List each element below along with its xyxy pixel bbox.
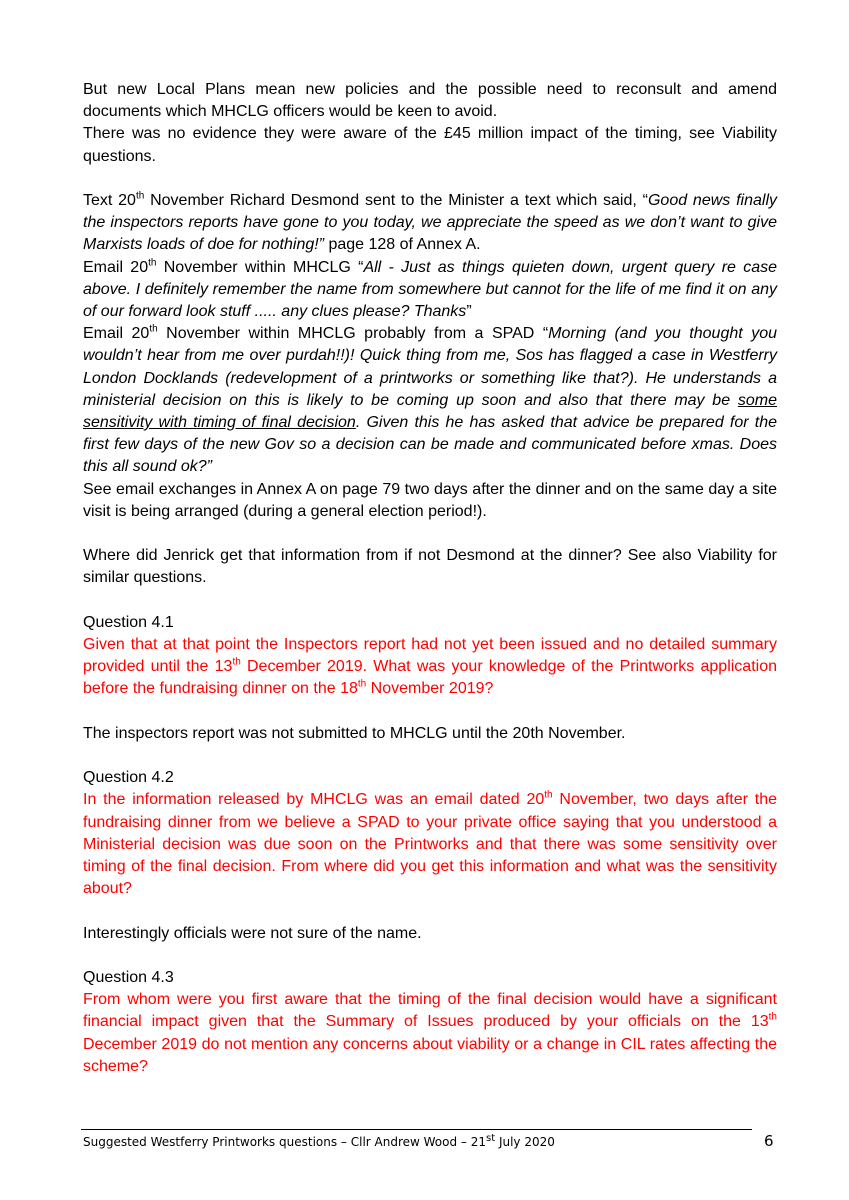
footer-caption: Suggested Westferry Printworks questions – Cllr Andrew Wood – 21st July 2020 <box>83 1133 555 1149</box>
officials-paragraph: Interestingly officials were not sure of the name. <box>83 924 422 942</box>
question-4-2-heading: Question 4.2 <box>83 769 174 787</box>
local-plans-paragraph <box>83 79 777 123</box>
question-4-2-text: In the information released by MHCLG was an email dated 20th November, two days after the fundraising dinner from we believe a SPAD to your private office saying that you understood a Ministerial decision was due soon on the Printworks and that there was some sensitivity over timing of the final decision. From where did you get this information and what was the sensitivity about? <box>83 790 778 898</box>
evidence-text: There was no evidence they were aware of the £45 million impact of the timing, see Viability questions. <box>83 125 777 165</box>
email-2-quote-part-1: Morning (and you thought you wouldn’t hear from me over purdah!!)! Quick thing from me, Sos has flagged a case in Westferry London Docklands (redevelopment of a printworks or something like that?). He understands a ministerial decision on this is likely to be coming up soon and also that there may be <box>83 325 777 409</box>
email-2-quote-part-2: . Given this he has asked that advice be prepared for the first few days of the new Gov so a decision can be made and communicated before xmas. Does this all sound ok?” <box>83 414 778 476</box>
where-paragraph: Where did Jenrick get that information from if not Desmond at the dinner? See also Viability for similar questions. <box>83 547 777 587</box>
question-4-1-text: Given that at that point the Inspectors report had not yet been issued and no detailed summary provided until the 13th December 2019. What was your knowledge of the Printworks application before the fundraising dinner on the 18th November 2019? <box>83 636 778 698</box>
email-1-quote: All - Just as things quieten down, urgent query re case above. I definitely remember the name from somewhere but cannot for the life of me find it on any of our forward look stuff ..... any clues please? Thanks <box>83 258 778 321</box>
email-2-underlined-quote: some sensitivity with timing of final decision <box>83 391 777 432</box>
email-2-paragraph: Email 20th November within MHCLG probably from a SPAD “Morning (and you thought you wouldn’t hear from me over purdah!!)! Quick thing from me, Sos has flagged a case in Westferry London Docklands (redevelopment of a printworks or something like that?). He understands a ministerial decision on this is likely to be coming up soon and also that there may be some sensitivity with timing of final decision. Given this he has asked that advice be prepared for the first few days of the new Gov so a decision can be made and communicated before xmas. Does this all sound ok?” <box>83 323 778 476</box>
email-1-paragraph: Email 20th November within MHCLG “All - Just as things quieten down, urgent query re case above. I definitely remember the name from somewhere but cannot for the life of me find it on any of our forward look stuff ..... any clues please? Thanks” <box>83 257 778 321</box>
question-4-1-heading: Question 4.1 <box>83 613 174 631</box>
question-4-3-text: From whom were you first aware that the timing of the final decision would have a significant financial impact given that the Summary of Issues produced by your officials on the 13th December 2019 do not mention any concerns about viability or a change in CIL rates affecting the scheme? <box>83 991 777 1075</box>
document-body <box>83 79 777 1078</box>
page-number: 6 <box>764 1132 774 1150</box>
see-email-paragraph: See email exchanges in Annex A on page 79 two days after the dinner and on the same day a site visit is being arranged (during a general election period!). <box>83 480 777 520</box>
evidence-paragraph <box>83 123 777 167</box>
text-message-paragraph: Text 20th November Richard Desmond sent to the Minister a text which said, “Good news finally the inspectors reports have gone to you today, we appreciate the speed as we don’t want to give Marxists loads of doe for nothing!” page 128 of Annex A. <box>83 190 778 254</box>
local-plans-text: But new Local Plans mean new policies and the possible need to reconsult and amend documents which MHCLG officers would be keen to avoid. <box>83 81 777 121</box>
inspectors-paragraph: The inspectors report was not submitted to MHCLG until the 20th November. <box>83 724 626 742</box>
footer-divider <box>81 1129 752 1130</box>
desmond-quote: Good news finally the inspectors reports have gone to you today, we appreciate the speed as we don’t want to give Marxists loads of doe for nothing!” <box>83 192 778 254</box>
question-4-3-heading: Question 4.3 <box>83 969 174 987</box>
